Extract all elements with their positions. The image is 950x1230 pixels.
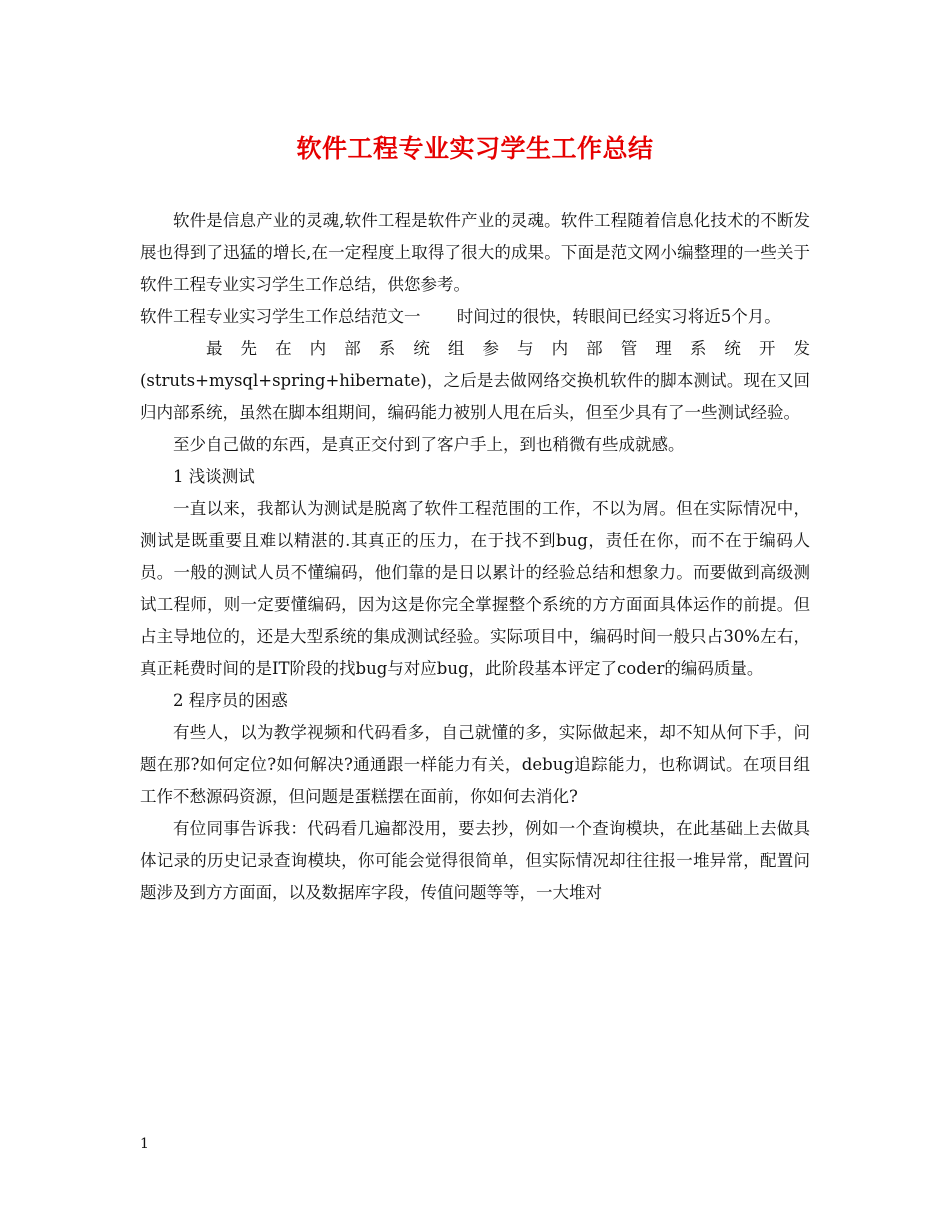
intro-paragraph: 软件是信息产业的灵魂,软件工程是软件产业的灵魂。软件工程随着信息化技术的不断发展也得到了迅猛的增长,在一定程度上取得了很大的成果。下面是范文网小编整理的一些关于软件工程专业实习学生工作总结，供您参考。 [140,211,810,294]
paragraph-spread-line: 最先在内部系统组参与内部管理系统开发 [206,339,810,358]
paragraph-1-continued: (struts+mysql+spring+hibernate)，之后是去做网络交换机软件的脚本测试。现在又回归内部系统，虽然在脚本组期间，编码能力被别人甩在后头，但至少具有了一些测试经验。 [140,371,810,422]
sample-paragraph [140,301,810,333]
section-heading-1: 1 浅谈测试 [173,467,255,486]
sample-opening: 时间过的很快，转眼间已经实习将近5个月。 [456,307,781,326]
sample-heading: 软件工程专业实习学生工作总结范文一 [140,307,421,326]
page-number: 1 [140,1136,149,1152]
document-body [140,205,810,909]
paragraph-5: 有位同事告诉我：代码看几遍都没用，要去抄，例如一个查询模块，在此基础上去做具体记录的历史记录查询模块，你可能会觉得很简单，但实际情况却往往报一堆异常，配置问题涉及到方方面面，以及数据库字段，传值问题等等，一大堆对 [140,819,810,902]
paragraph-4: 有些人，以为教学视频和代码看多，自己就懂的多，实际做起来，却不知从何下手，问题在那?如何定位?如何解决?通通跟一样能力有关，debug追踪能力，也称调试。在项目组工作不愁源码资源，但问题是蛋糕摆在面前，你如何去消化? [140,723,810,806]
section-heading-2: 2 程序员的困惑 [173,691,288,710]
paragraph-2: 至少自己做的东西，是真正交付到了客户手上，到也稍微有些成就感。 [173,435,685,454]
document-title: 软件工程专业实习学生工作总结 [296,134,654,163]
paragraph-3: 一直以来，我都认为测试是脱离了软件工程范围的工作，不以为屑。但在实际情况中，测试是既重要且难以精湛的.其真正的压力，在于找不到bug，责任在你，而不在于编码人员。一般的测试人员不懂编码，他们靠的是日以累计的经验总结和想象力。而要做到高级测试工程师，则一定要懂编码，因为这是你完全掌握整个系统的方方面面具体运作的前提。但占主导地位的，还是大型系统的集成测试经验。实际项目中，编码时间一般只占30%左右，真正耗费时间的是IT阶段的找bug与对应bug，此阶段基本评定了coder的编码质量。 [140,499,810,678]
